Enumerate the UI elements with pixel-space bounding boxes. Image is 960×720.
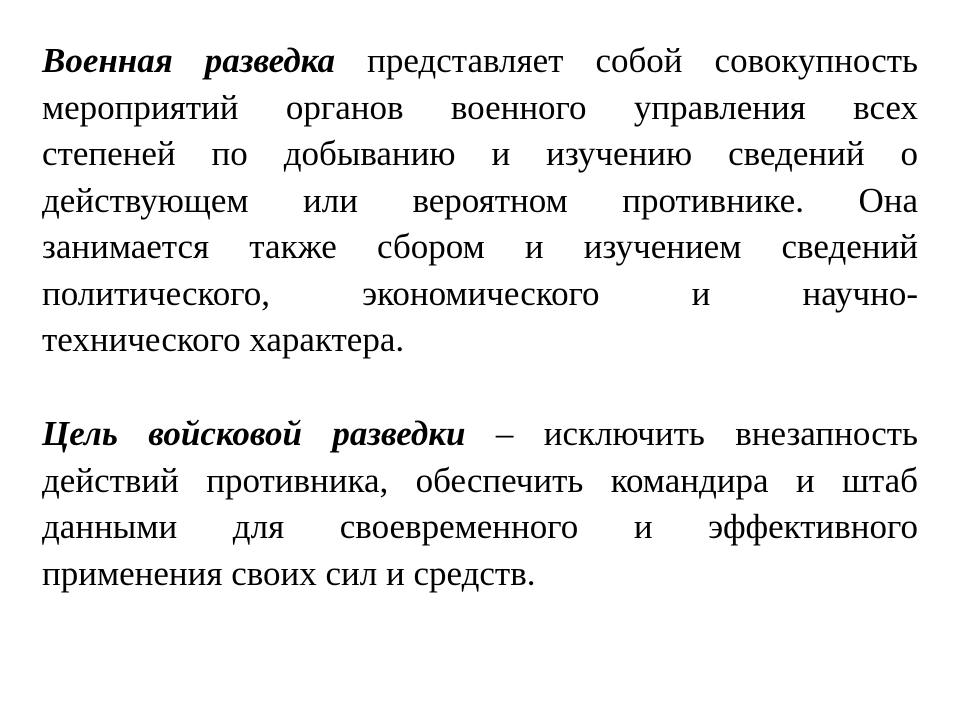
text-line: действий противника, обеспечить командира и штаб <box>42 460 918 500</box>
term-troop-reconnaissance-goal: Цель войсковой разведки <box>42 414 466 453</box>
term-military-intelligence: Военная разведка <box>42 41 336 80</box>
text-line: применения своих сил и средств. <box>42 553 536 593</box>
text-line: мероприятий органов военного управления всех <box>42 87 918 127</box>
text-line <box>42 411 918 458</box>
text-line: занимается также сбором и изучением сведений <box>42 227 918 266</box>
text-line: данными для своевременного и эффективного <box>42 507 918 546</box>
text-line: действующем или вероятном противнике. Она <box>42 180 918 220</box>
paragraph-military-intelligence <box>42 38 918 364</box>
text-line <box>42 38 918 85</box>
paragraph-troop-reconnaissance-goal <box>42 411 918 597</box>
text-span: представляет собой совокупность <box>335 41 919 80</box>
text-line: степеней по добыванию и изучению сведений о <box>42 134 918 173</box>
text-span: – исключить внезапность <box>465 414 918 453</box>
text-line: политического, экономического и научно- <box>42 273 918 313</box>
text-line: технического характера. <box>42 320 405 359</box>
